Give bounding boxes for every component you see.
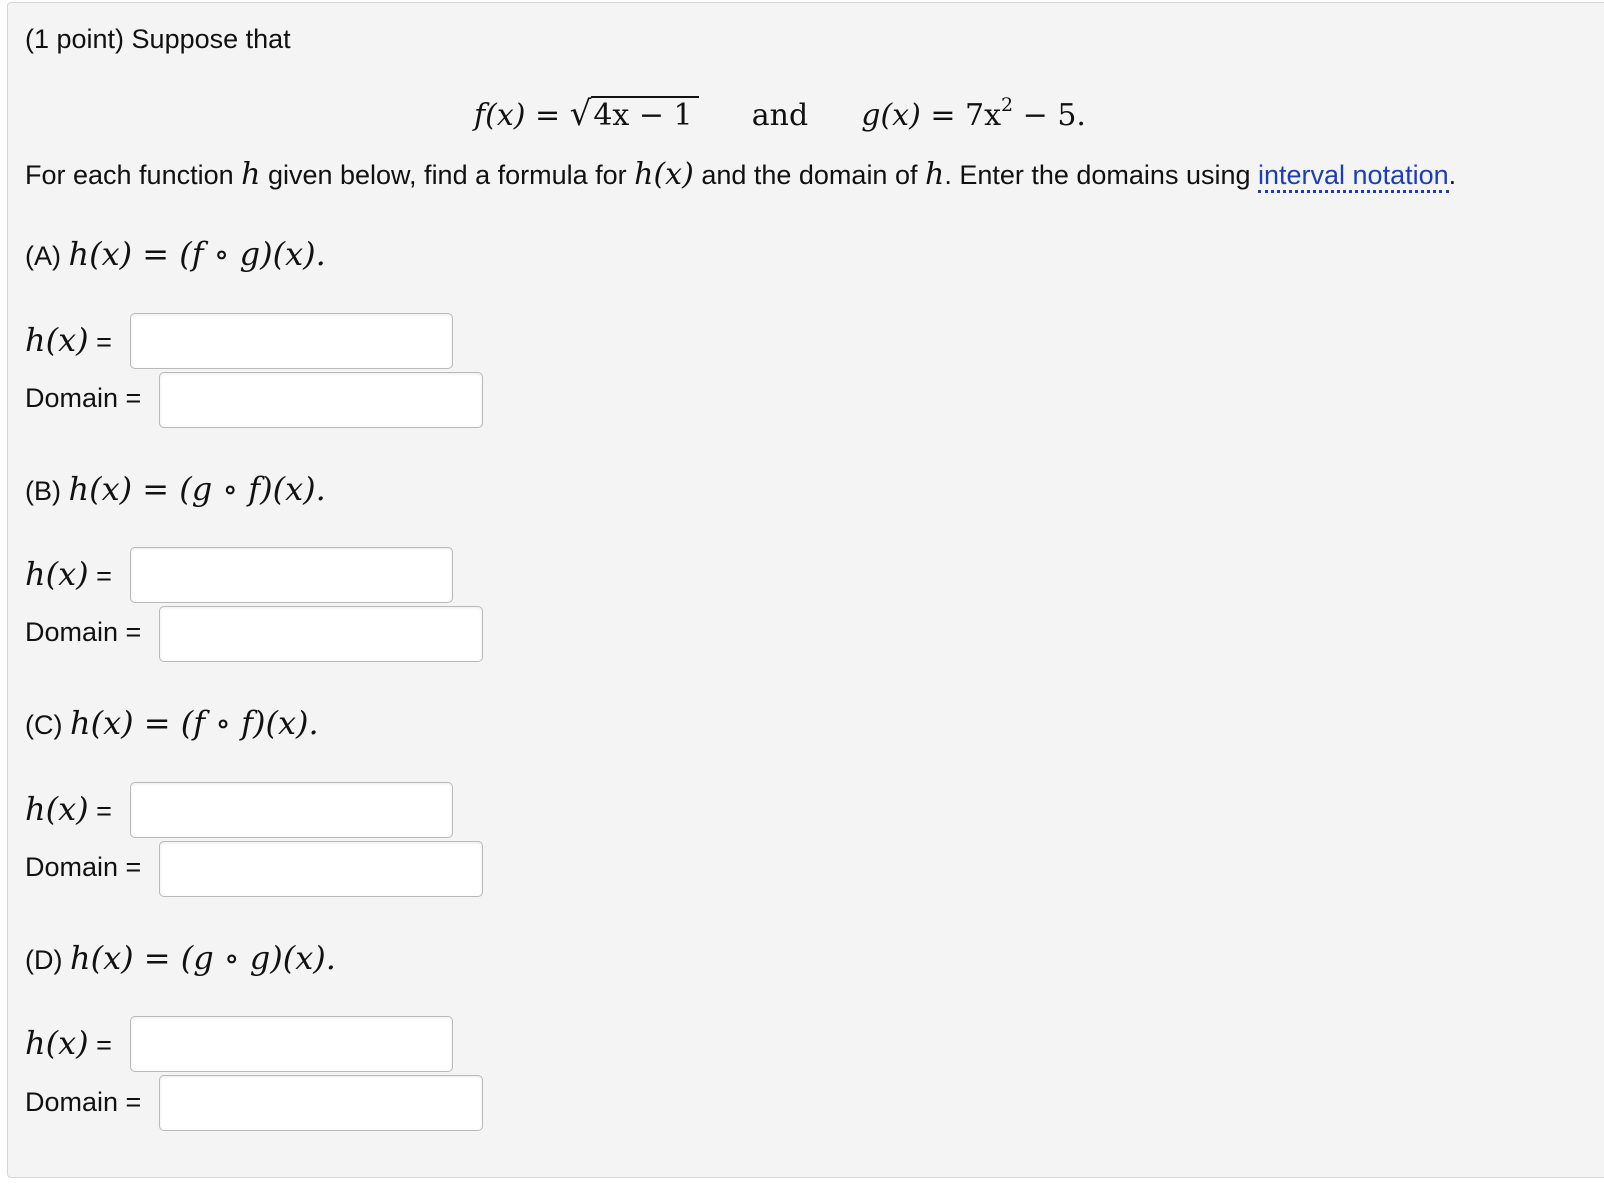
problem-instructions	[25, 158, 1456, 192]
part-d-h-label	[25, 1023, 112, 1065]
part-b-h-label	[25, 554, 112, 596]
part-label: (B)	[25, 476, 69, 506]
radical-sign-icon: √	[569, 94, 592, 134]
instruction-text: For each function	[25, 160, 242, 190]
and-connector: and	[751, 98, 809, 133]
part-a-domain-input[interactable]	[159, 372, 483, 428]
part-expression: h(x) = (g ∘ f)(x).	[68, 470, 326, 508]
part-c-formula-input[interactable]	[130, 782, 453, 838]
g-definition-lhs: g(x) =	[861, 98, 956, 133]
interval-notation-link[interactable]: interval notation	[1258, 160, 1449, 193]
function-definitions	[0, 85, 1560, 136]
g-definition-base: 7x	[965, 98, 1002, 133]
part-a-h-label	[25, 320, 112, 362]
part-b-domain-label: Domain =	[25, 617, 142, 647]
part-label: (A)	[25, 241, 69, 271]
part-a-formula-input[interactable]	[130, 313, 453, 369]
part-expression: h(x) = (f ∘ g)(x).	[68, 235, 326, 273]
part-c-domain-input[interactable]	[159, 841, 483, 897]
instruction-math-h: h	[924, 157, 945, 192]
square-root	[570, 94, 699, 136]
part-b-domain-input[interactable]	[159, 606, 483, 662]
h-of-x-label: h(x)	[25, 321, 89, 359]
part-c-title	[25, 703, 319, 745]
part-label: (D)	[25, 945, 70, 975]
h-of-x-label: h(x)	[25, 1024, 89, 1062]
g-definition-tail: − 5.	[1013, 98, 1086, 133]
problem-intro: (1 point) Suppose that	[25, 24, 291, 54]
equals-sign: =	[88, 561, 112, 591]
part-d-domain-label: Domain =	[25, 1087, 142, 1117]
part-d-domain-input[interactable]	[159, 1075, 483, 1131]
part-a-domain-label: Domain =	[25, 383, 142, 413]
instruction-text: given below, find a formula for	[260, 160, 635, 190]
f-definition-lhs: f(x) =	[474, 98, 561, 133]
part-d-formula-input[interactable]	[130, 1016, 453, 1072]
part-c-domain-label: Domain =	[25, 852, 142, 882]
instruction-math-hx: h(x)	[634, 157, 694, 192]
instruction-text: .	[1448, 160, 1457, 190]
part-expression: h(x) = (g ∘ g)(x).	[69, 939, 336, 977]
equals-sign: =	[88, 327, 112, 357]
part-d-title	[25, 938, 336, 980]
equals-sign: =	[88, 796, 112, 826]
equals-sign: =	[88, 1030, 112, 1060]
h-of-x-label: h(x)	[25, 555, 89, 593]
part-label: (C)	[25, 710, 70, 740]
h-of-x-label: h(x)	[25, 790, 89, 828]
part-b-title	[25, 469, 326, 511]
part-expression: h(x) = (f ∘ f)(x).	[69, 704, 319, 742]
part-c-h-label	[25, 789, 112, 831]
part-a-title	[25, 234, 326, 276]
g-definition-exponent: 2	[1001, 94, 1014, 116]
instruction-text: . Enter the domains using	[944, 160, 1258, 190]
instruction-math-h: h	[241, 157, 261, 192]
f-radicand: 4x − 1	[591, 96, 698, 133]
part-b-formula-input[interactable]	[130, 547, 453, 603]
instruction-text: and the domain of	[693, 160, 925, 190]
